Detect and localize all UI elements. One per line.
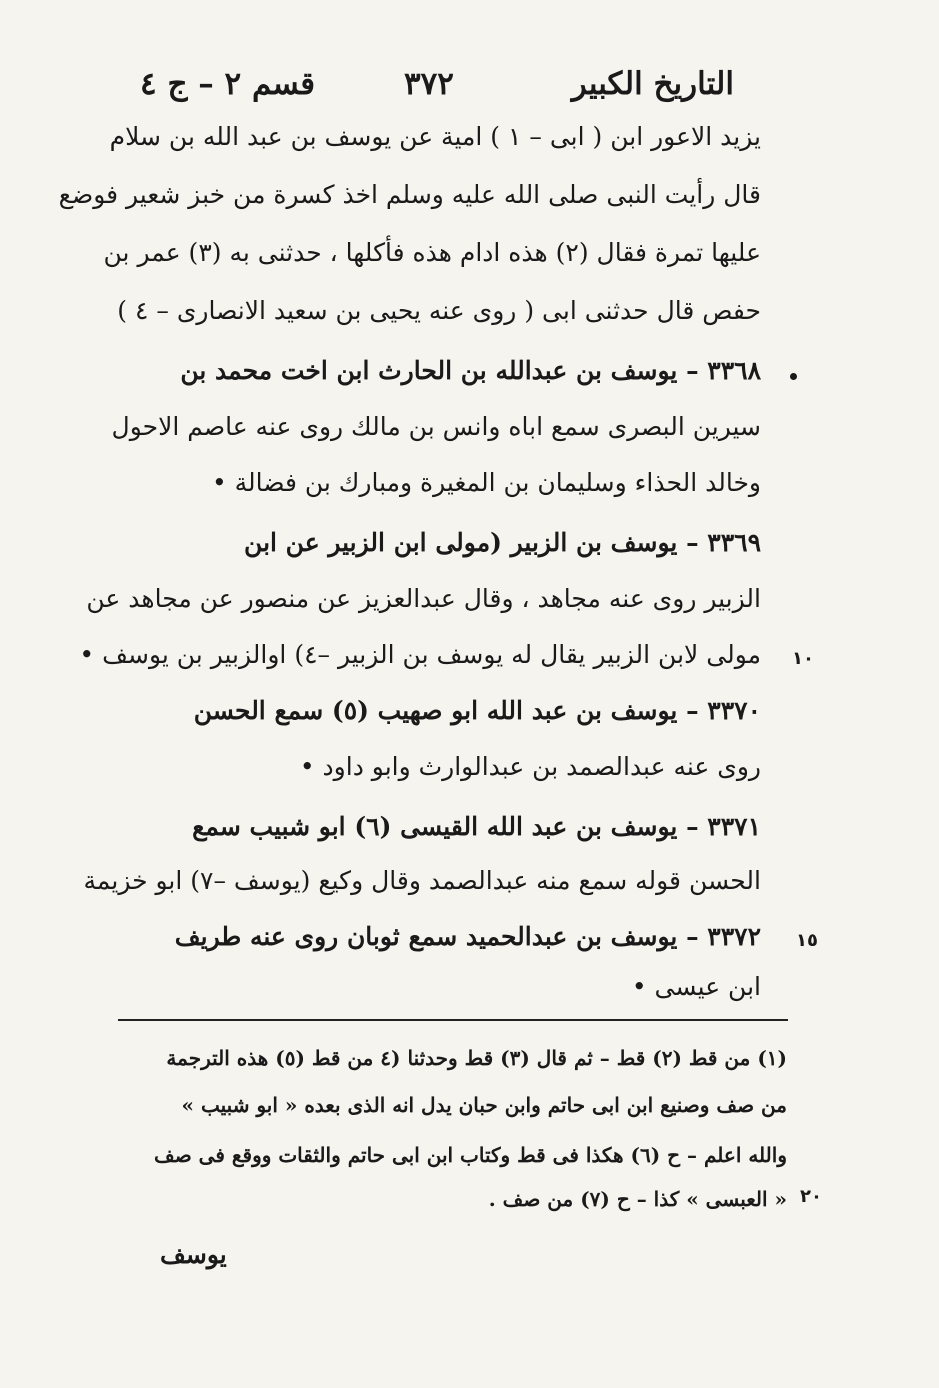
text-line: وخالد الحذاء وسليمان بن المغيرة ومبارك بن فضالة • — [211, 468, 761, 497]
text-line: الزبير روى عنه مجاهد ، وقال عبدالعزيز عن منصور عن مجاهد عن — [86, 584, 761, 613]
footnote-separator — [118, 1019, 788, 1021]
footnote-line: (١) من قط (٢) قط – ثم قال (٣) قط وحدثنا (٤ من قط (٥) هذه الترجمة — [166, 1046, 787, 1070]
catchword: يوسف — [160, 1240, 227, 1269]
text-line: الحسن قوله سمع منه عبدالصمد وقال وكيع (يوسف –٧) ابو خزيمة — [83, 866, 761, 895]
margin-dot — [790, 373, 797, 380]
text-line: مولى لابن الزبير يقال له يوسف بن الزبير –٤) اوالزبير بن يوسف • — [79, 640, 761, 669]
line-number-10: ١٠ — [792, 648, 814, 669]
running-title: التاريخ الكبير — [571, 66, 734, 102]
page-number: ٣٧٢ — [404, 66, 454, 102]
text-line: روى عنه عبدالصمد بن عبدالوارث وابو داود • — [299, 752, 761, 781]
footnote-line: « العبسى » كذا – ح (٧) من صف . — [488, 1187, 787, 1211]
entry-heading-3372: ٣٣٧٢ – يوسف بن عبدالحميد سمع ثوبان روى عنه طريف — [174, 922, 761, 951]
entry-heading-3369: ٣٣٦٩ – يوسف بن الزبير (مولى ابن الزبير عن ابن — [244, 528, 761, 557]
text-line: عليها تمرة فقال (٢) هذه ادام هذه فأكلها ، حدثنى به (٣) عمر بن — [103, 238, 761, 267]
footnote-line: والله اعلم – ح (٦) هكذا فى قط وكتاب ابن ابى حاتم والثقات ووقع فى صف — [154, 1143, 787, 1167]
volume-part: قسم ٢ – ج ٤ — [140, 66, 316, 102]
line-number-20: ٢٠ — [800, 1186, 822, 1207]
text-line: قال رأيت النبى صلى الله عليه وسلم اخذ كسرة من خبز شعير فوضع — [58, 180, 761, 209]
text-line: سيرين البصرى سمع اباه وانس بن مالك روى عنه عاصم الاحول — [111, 412, 761, 441]
text-line: يزيد الاعور ابن ( ابى – ١ ) امية عن يوسف بن عبد الله بن سلام — [109, 122, 761, 151]
line-number-15: ١٥ — [796, 930, 818, 951]
footnote-line: من صف وصنيع ابن ابى حاتم وابن حبان يدل انه الذى بعده « ابو شبيب » — [181, 1093, 787, 1117]
text-line: حفص قال حدثنى ابى ( روى عنه يحيى بن سعيد الانصارى – ٤ ) — [117, 296, 761, 325]
entry-heading-3371: ٣٣٧١ – يوسف بن عبد الله القيسى (٦) ابو شبيب سمع — [192, 812, 761, 841]
entry-heading-3368: ٣٣٦٨ – يوسف بن عبدالله بن الحارث ابن اخت محمد بن — [180, 356, 761, 385]
entry-heading-3370: ٣٣٧٠ – يوسف بن عبد الله ابو صهيب (٥) سمع الحسن — [193, 696, 761, 725]
text-line: ابن عيسى • — [631, 972, 761, 1001]
